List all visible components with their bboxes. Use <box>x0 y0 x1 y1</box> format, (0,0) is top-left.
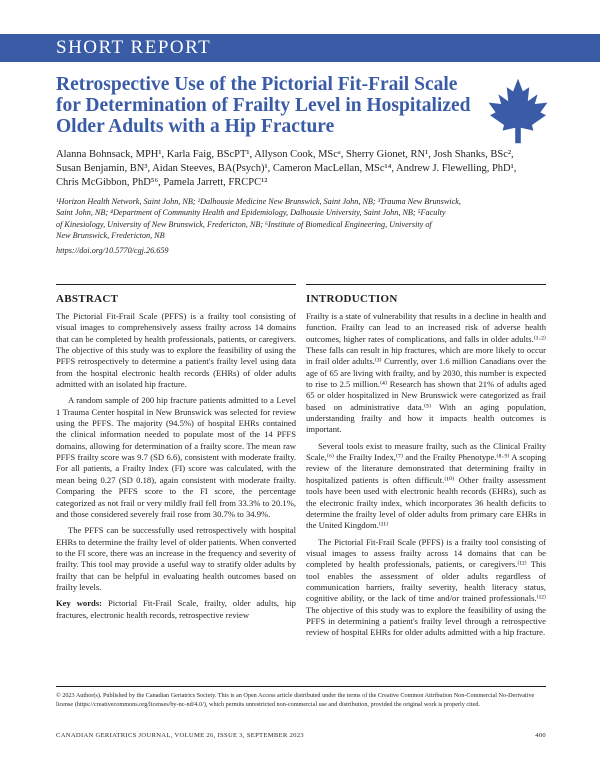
affiliation-line: Saint John, NB; ⁴Department of Community Health and Epidemiology, Dalhousie University, Saint John, NB; ⁵Faculty <box>56 208 446 218</box>
title-line: for Determination of Frailty Level in Hospitalized <box>56 95 471 116</box>
abstract-heading: ABSTRACT <box>56 293 119 305</box>
author-line: Chris McGibbon, PhD⁵⁶, Pamela Jarrett, FRCPC¹² <box>56 177 268 188</box>
abstract-paragraph: The Pictorial Fit-Frail Scale (PFFS) is a frailty tool consisting of visual images to comprehensively assess frailty across 14 domains that can be completed by health professionals, patients, or caregivers. The objective of this study was to explore the feasibility of using the PFFS retrospectively to determine a patient's frailty level using data from the hospital electronic health records (EHRs) of older adults admitted with an isolated hip fracture. <box>56 311 296 390</box>
keywords-label: Key words: <box>56 598 103 609</box>
keywords <box>56 598 296 621</box>
keywords-text: Pictorial Fit-Frail Scale, frailty, older adults, hip fractures, electronic health records, retrospective review <box>56 598 296 620</box>
author-list <box>56 148 546 190</box>
footer-divider <box>56 686 546 687</box>
divider <box>56 284 296 285</box>
affiliation-line: ¹Horizon Health Network, Saint John, NB; ²Dalhousie Medicine New Brunswick, Saint John, NB; ³Trauma New Brunswick, <box>56 197 461 206</box>
intro-paragraph: Frailty is a state of vulnerability that results in a decline in health and function. Frailty can lead to an increased risk of adverse health outcomes, higher rates of complications, and falls in older adults.⁽¹·²⁾ These falls can result in hip fractures, which are more likely to occur in frail older adults.⁽³⁾ Currently, over 1.6 million Canadians over the age of 65 are living with frailty, and by 2030, this number is expected to rise to 2.5 million.⁽⁴⁾ Research has shown that 21% of adults aged 65 or older hospitalized in New Brunswick were categorized as frail based on administrative data.⁽⁵⁾ With an aging population, understanding frailty and how it impacts health outcomes is important. <box>306 311 546 435</box>
affiliation-line: New Brunswick, Fredericton, NB <box>56 231 165 241</box>
page-number: 400 <box>535 732 546 739</box>
introduction-heading: INTRODUCTION <box>306 293 398 305</box>
journal-name: CANADIAN GERIATRICS JOURNAL, VOLUME 26, ISSUE 3, SEPTEMBER 2023 <box>56 732 304 739</box>
title-line: Retrospective Use of the Pictorial Fit-Frail Scale <box>56 74 458 95</box>
copyright-notice: © 2023 Author(s). Published by the Canadian Geriatrics Society. This is an Open Access article distributed under the terms of the Creative Common Attribution Non-Commercial No-Derivative license (https://creativecommons.org/licenses/by-nc-nd/4.0/), which permits unrestricted non-commercial use and distribution, provided the original work is properly cited. <box>56 692 535 708</box>
title-line: Older Adults with a Hip Fracture <box>56 116 335 137</box>
introduction-column <box>306 311 546 639</box>
intro-paragraph: The Pictorial Fit-Frail Scale (PFFS) is a frailty tool consisting of visual images to assess frailty across 14 domains that can be completed by health professionals, patients, or caregivers.⁽¹²⁾ This tool enables the assessment of older adults regardless of communication barriers, frailty severity, health literacy status, cognitive ability, or the lack of time and/or trained professionals.⁽¹²⁾ The objective of this study was to explore the feasibility of using the PFFS in determining a patient's frailty level through a retrospective review of hospital EHRs for older adults admitted with a hip fracture. <box>306 536 546 638</box>
article-title <box>56 74 476 137</box>
abstract-column <box>56 311 296 621</box>
abstract-paragraph: A random sample of 200 hip fracture patients admitted to a Level 1 Trauma Center hospital in New Brunswick was selected for review using the PFFS. The majority (94.5%) of hospital EHRs contained the clinical information needed to populate most of the 14 PFFS domains, allowing for determination of a frailty score. The mean raw PFFS frailty score was 9.7 (SD 6.6), consistent with moderate frailty. For all patients, a Frailty Index (FI) score was calculated, with the mean being 0.27 (SD 0.18), again consistent with moderate frailty. Comparing the PFFS score to the FI score, the percentage categorized as not frail or very mildly frail fell from 33.3% to 20.1%, and those considered severely frail rose from 30.7% to 34.9%. <box>56 395 296 519</box>
abstract-paragraph: The PFFS can be successfully used retrospectively with hospital EHRs to determine the frailty level of older patients. When converted to the FI score, there was an increase in the frequency and severity of frailty. This tool may provide a useful way to stratify older adults by frailty that can be helpful in evaluating health outcomes based on frailty levels. <box>56 525 296 592</box>
page-footer <box>56 732 546 739</box>
divider <box>306 284 546 285</box>
affiliations <box>56 196 546 242</box>
affiliation-line: of Kinesiology, University of New Brunswick, Fredericton, NB; ⁶Institute of Biomedical Engineering, University of <box>56 219 432 229</box>
doi-link[interactable]: https://doi.org/10.5770/cgj.26.659 <box>56 246 169 255</box>
author-line: Alanna Bohnsack, MPH¹, Karla Faig, BScPT¹, Allyson Cook, MScᵃ, Sherry Gionet, RN¹, Josh Shanks, BSc², <box>56 149 514 160</box>
section-label: SHORT REPORT <box>56 37 212 58</box>
intro-paragraph: Several tools exist to measure frailty, such as the Clinical Frailty Scale,⁽⁶⁾ the Frailty Index,⁽⁷⁾ and the Frailty Phenotype.⁽⁸·⁹⁾ A scoping review of the literature demonstrated that determining frailty in hospitalized patients is often difficult.⁽¹⁰⁾ Other frailty assessment tools have been used with electronic health records (EHRs), such as the electronic frailty index, which incorporates 36 health deficits to determine the frailty level of older adults from primary care EHRs in the United Kingdom.⁽¹¹⁾ <box>306 440 546 531</box>
author-line: Susan Benjamin, BN³, Aidan Steeves, BA(Psych)¹, Cameron MacLellan, MSc¹⁴, Andrew J. Flewelling, PhD¹, <box>56 163 517 174</box>
maple-leaf-icon <box>482 76 554 146</box>
section-banner <box>0 34 600 62</box>
